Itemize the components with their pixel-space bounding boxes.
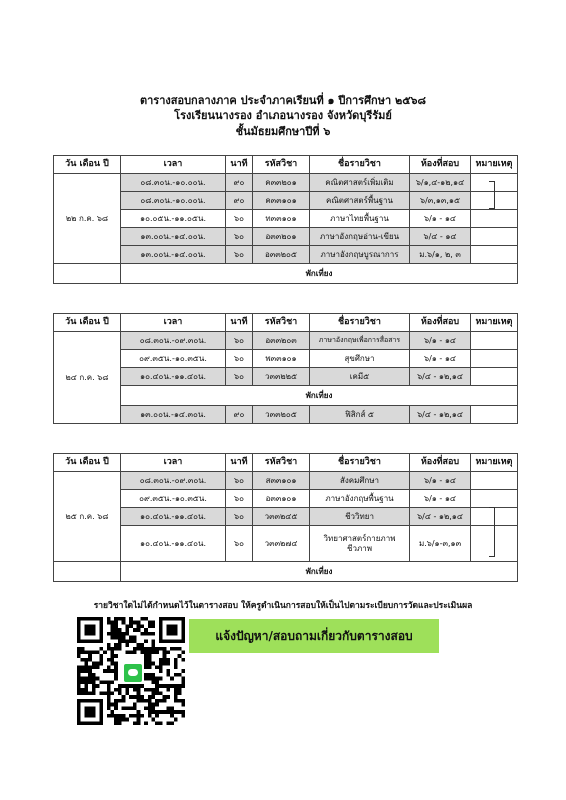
col-date: วัน เดือน ปี — [54, 314, 121, 332]
table-row — [54, 368, 518, 386]
exam-room: ๖/๔ - ๑๒,๑๔ — [410, 508, 471, 526]
col-code: รหัสวิชา — [253, 156, 310, 174]
exam-table-1 — [53, 155, 518, 284]
exam-minutes: ๙๐ — [226, 174, 253, 192]
table-row — [54, 490, 518, 508]
exam-subject: คณิตศาสตร์พื้นฐาน — [310, 192, 410, 210]
exam-code: อ๓๓๒๐๕ — [253, 246, 310, 264]
exam-note — [471, 246, 518, 264]
exam-minutes: ๖๐ — [226, 508, 253, 526]
exam-minutes: ๙๐ — [226, 192, 253, 210]
table-row — [54, 508, 518, 526]
table-row — [54, 406, 518, 424]
exam-date: ๒๔ ก.ค. ๖๘ — [54, 332, 121, 424]
col-subject: ชื่อรายวิชา — [310, 314, 410, 332]
line-app-icon — [122, 662, 144, 684]
col-room: ห้องที่สอบ — [410, 156, 471, 174]
col-time: เวลา — [121, 156, 226, 174]
exam-time: ๐๙.๓๕น.-๑๐.๓๕น. — [121, 350, 226, 368]
exam-room: ม.๖/๑, ๒, ๓ — [410, 246, 471, 264]
exam-table-2 — [53, 313, 518, 424]
group-brace — [489, 181, 495, 209]
exam-minutes: ๖๐ — [226, 350, 253, 368]
exam-code: ว๓๓๒๒๕ — [253, 368, 310, 386]
exam-note — [471, 368, 518, 386]
exam-subject: ชีววิทยา — [310, 508, 410, 526]
exam-code: ส๓๓๑๐๑ — [253, 472, 310, 490]
exam-room: ๖/๑ - ๑๔ — [410, 350, 471, 368]
col-minutes: นาที — [226, 314, 253, 332]
exam-time: ๑๐.๔๐น.-๑๑.๔๐น. — [121, 508, 226, 526]
exam-note — [471, 406, 518, 424]
exam-time: ๐๘.๓๐น.-๑๐.๐๐น. — [121, 174, 226, 192]
lunch-break: พักเที่ยง — [121, 264, 518, 284]
exam-code: ค๓๓๑๐๑ — [253, 192, 310, 210]
col-subject: ชื่อรายวิชา — [310, 156, 410, 174]
lunch-row — [54, 386, 518, 406]
col-note: หมายเหตุ — [471, 314, 518, 332]
exam-table-3 — [53, 453, 518, 582]
exam-note — [471, 350, 518, 368]
exam-subject: ภาษาไทยพื้นฐาน — [310, 210, 410, 228]
exam-date: ๒๒ ก.ค. ๖๘ — [54, 174, 121, 264]
exam-subject: วิทยาศาสตร์กายภาพ ชีวภาพ — [310, 526, 410, 562]
table-row — [54, 350, 518, 368]
exam-room: ๖/๑ - ๑๔ — [410, 472, 471, 490]
footnote: รายวิชาใดไม่ได้กำหนดไว้ในตารางสอบ ให้ครูดำเนินการสอบให้เป็นไปตามระเบียบการวัดและประเมินผล — [93, 601, 473, 611]
col-minutes: นาที — [226, 454, 253, 472]
exam-subject: สังคมศึกษา — [310, 472, 410, 490]
exam-subject: ภาษาอังกฤษอ่าน-เขียน — [310, 228, 410, 246]
table-row — [54, 526, 518, 562]
exam-minutes: ๙๐ — [226, 406, 253, 424]
exam-room: ๖/๓,๑๓,๑๕ — [410, 192, 471, 210]
exam-minutes: ๖๐ — [226, 472, 253, 490]
col-code: รหัสวิชา — [253, 314, 310, 332]
exam-time: ๑๐.๔๐น.-๑๑.๔๐น. — [121, 368, 226, 386]
exam-subject: ภาษาอังกฤษพื้นฐาน — [310, 490, 410, 508]
exam-subject: ภาษาอังกฤษเพื่อการสื่อสาร — [310, 332, 410, 350]
col-date: วัน เดือน ปี — [54, 454, 121, 472]
table-row — [54, 210, 518, 228]
exam-code: ว๓๓๒๗๔ — [253, 526, 310, 562]
exam-minutes: ๖๐ — [226, 228, 253, 246]
table-row — [54, 174, 518, 192]
group-brace — [489, 507, 495, 557]
exam-minutes: ๖๐ — [226, 332, 253, 350]
exam-note — [471, 472, 518, 490]
exam-time: ๑๓.๐๐น.-๑๔.๓๐น. — [121, 406, 226, 424]
exam-room: ๖/๔ - ๑๔ — [410, 228, 471, 246]
exam-room: ม.๖/๑-๓,๑๓ — [410, 526, 471, 562]
exam-subject: คณิตศาสตร์เพิ่มเติม — [310, 174, 410, 192]
exam-time: ๑๐.๔๐น.-๑๑.๔๐น. — [121, 526, 226, 562]
grade-level: ชั้นมัธยมศึกษาปีที่ ๖ — [235, 125, 331, 138]
exam-minutes: ๖๐ — [226, 246, 253, 264]
exam-code: ท๓๓๑๐๑ — [253, 210, 310, 228]
qr-code-icon[interactable] — [77, 617, 185, 725]
table-row — [54, 246, 518, 264]
table-row — [54, 192, 518, 210]
lunch-break: พักเที่ยง — [121, 562, 518, 582]
col-room: ห้องที่สอบ — [410, 454, 471, 472]
col-time: เวลา — [121, 314, 226, 332]
exam-code: ค๓๓๒๐๑ — [253, 174, 310, 192]
exam-time: ๐๘.๓๐น.-๑๐.๐๐น. — [121, 192, 226, 210]
exam-code: อ๓๓๑๐๑ — [253, 490, 310, 508]
exam-note — [471, 490, 518, 508]
exam-subject: ฟิสิกส์ ๕ — [310, 406, 410, 424]
exam-room: ๖/๔ - ๑๒,๑๔ — [410, 368, 471, 386]
exam-time: ๐๙.๓๕น.-๑๐.๓๕น. — [121, 490, 226, 508]
col-code: รหัสวิชา — [253, 454, 310, 472]
exam-room: ๖/๑,๔-๑๒,๑๔ — [410, 174, 471, 192]
exam-code: อ๓๓๒๐๓ — [253, 332, 310, 350]
lunch-row — [54, 264, 518, 284]
exam-subject: เคมี๕ — [310, 368, 410, 386]
table-row — [54, 332, 518, 350]
table-row — [54, 228, 518, 246]
exam-time: ๑๓.๐๐น.-๑๔.๐๐น. — [121, 228, 226, 246]
contact-button[interactable]: แจ้งปัญหา/สอบถามเกี่ยวกับตารางสอบ — [189, 619, 439, 653]
exam-minutes: ๖๐ — [226, 526, 253, 562]
exam-note — [471, 332, 518, 350]
exam-time: ๑๓.๐๐น.-๑๔.๐๐น. — [121, 246, 226, 264]
exam-time: ๐๘.๓๐น.-๐๙.๓๐น. — [121, 472, 226, 490]
exam-minutes: ๖๐ — [226, 368, 253, 386]
exam-room: ๖/๑ - ๑๔ — [410, 332, 471, 350]
exam-time: ๑๐.๐๕น.-๑๑.๐๕น. — [121, 210, 226, 228]
exam-subject: ภาษาอังกฤษบูรณาการ — [310, 246, 410, 264]
exam-room: ๖/๑ - ๑๔ — [410, 210, 471, 228]
table-row — [54, 472, 518, 490]
page-title: ตารางสอบกลางภาค ประจำภาคเรียนที่ ๑ ปีการศึกษา ๒๕๖๘ — [139, 94, 427, 107]
exam-code: พ๓๓๑๐๑ — [253, 350, 310, 368]
lunch-row — [54, 562, 518, 582]
exam-note — [471, 228, 518, 246]
lunch-break: พักเที่ยง — [121, 386, 518, 406]
col-note: หมายเหตุ — [471, 156, 518, 174]
school-name: โรงเรียนนางรอง อำเภอนางรอง จังหวัดบุรีรัมย์ — [174, 109, 392, 122]
exam-room: ๖/๔ - ๑๒,๑๔ — [410, 406, 471, 424]
exam-time: ๐๘.๓๐น.-๐๙.๓๐น. — [121, 332, 226, 350]
exam-minutes: ๖๐ — [226, 490, 253, 508]
exam-subject: สุขศึกษา — [310, 350, 410, 368]
exam-code: อ๓๓๒๐๑ — [253, 228, 310, 246]
col-note: หมายเหตุ — [471, 454, 518, 472]
col-date: วัน เดือน ปี — [54, 156, 121, 174]
exam-code: ว๓๓๒๔๕ — [253, 508, 310, 526]
exam-minutes: ๖๐ — [226, 210, 253, 228]
col-room: ห้องที่สอบ — [410, 314, 471, 332]
col-minutes: นาที — [226, 156, 253, 174]
exam-room: ๖/๑ - ๑๔ — [410, 490, 471, 508]
exam-code: ว๓๓๒๐๕ — [253, 406, 310, 424]
exam-note — [471, 210, 518, 228]
col-time: เวลา — [121, 454, 226, 472]
col-subject: ชื่อรายวิชา — [310, 454, 410, 472]
exam-date: ๒๕ ก.ค. ๖๘ — [54, 472, 121, 562]
